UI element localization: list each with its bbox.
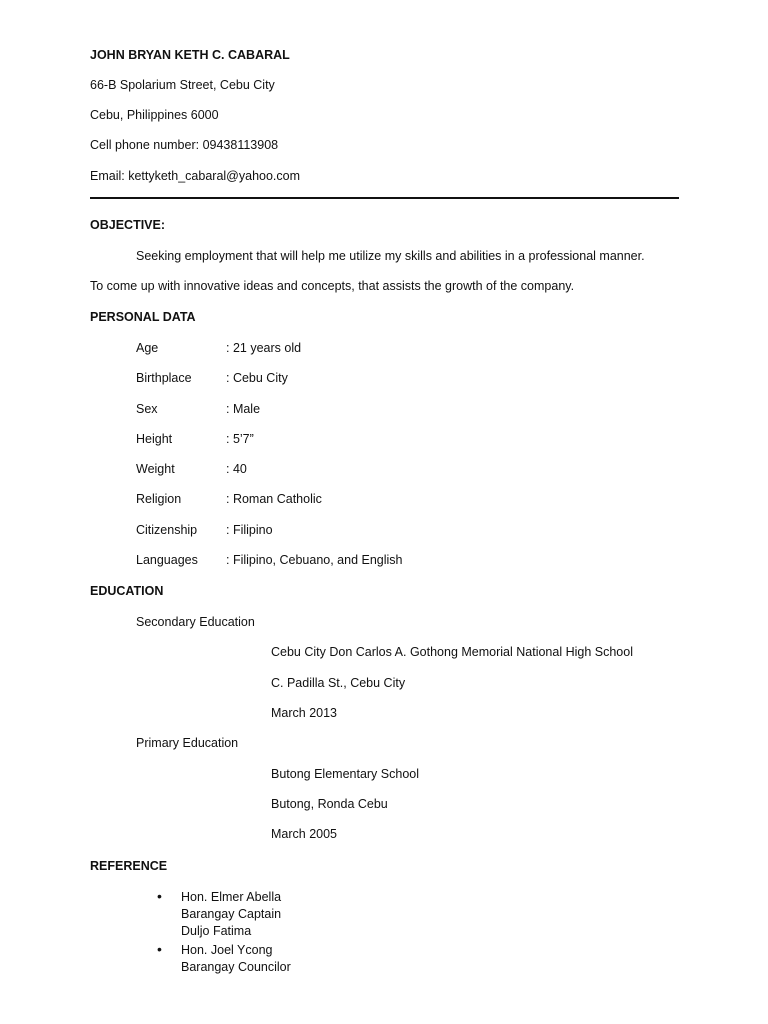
- personal-value-birthplace: : Cebu City: [226, 371, 288, 385]
- reference-place: Duljo Fatima: [181, 924, 252, 938]
- reference-item: [181, 942, 291, 976]
- reference-title: Barangay Captain: [181, 907, 282, 921]
- reference-name: Hon. Elmer Abella: [181, 890, 282, 904]
- personal-label-citizenship: Citizenship: [136, 523, 198, 537]
- objective-line-2: To come up with innovative ideas and concepts, that assists the growth of the company.: [90, 279, 575, 293]
- personal-label-birthplace: Birthplace: [136, 371, 192, 385]
- phone-number: Cell phone number: 09438113908: [90, 138, 279, 152]
- address-line-2: Cebu, Philippines 6000: [90, 108, 219, 122]
- bullet-icon: •: [157, 888, 162, 904]
- primary-school-date: March 2005: [271, 827, 338, 841]
- personal-label-height: Height: [136, 432, 173, 446]
- address-line-1: 66-B Spolarium Street, Cebu City: [90, 78, 275, 92]
- personal-label-languages: Languages: [136, 553, 198, 567]
- personal-label-weight: Weight: [136, 462, 175, 476]
- primary-school-address: Butong, Ronda Cebu: [271, 797, 388, 811]
- personal-value-age: : 21 years old: [226, 341, 302, 355]
- education-heading: EDUCATION: [90, 584, 164, 598]
- personal-value-religion: : Roman Catholic: [226, 492, 322, 506]
- personal-value-height: : 5’7”: [226, 432, 254, 446]
- secondary-school-date: March 2013: [271, 706, 338, 720]
- personal-label-sex: Sex: [136, 402, 158, 416]
- reference-item: [181, 889, 281, 940]
- personal-value-citizenship: : Filipino: [226, 523, 273, 537]
- personal-value-sex: : Male: [226, 402, 261, 416]
- personal-label-age: Age: [136, 341, 159, 355]
- primary-education-label: Primary Education: [136, 736, 239, 750]
- primary-school-name: Butong Elementary School: [271, 767, 420, 781]
- bullet-icon: •: [157, 941, 162, 957]
- personal-value-languages: : Filipino, Cebuano, and English: [226, 553, 403, 567]
- secondary-school-address: C. Padilla St., Cebu City: [271, 676, 406, 690]
- reference-name: Hon. Joel Ycong: [181, 943, 273, 957]
- reference-title: Barangay Councilor: [181, 960, 291, 974]
- objective-heading: OBJECTIVE:: [90, 218, 166, 232]
- personal-value-weight: : 40: [226, 462, 247, 476]
- reference-heading: REFERENCE: [90, 859, 168, 873]
- secondary-education-label: Secondary Education: [136, 615, 255, 629]
- secondary-school-name: Cebu City Don Carlos A. Gothong Memorial National High School: [271, 645, 633, 659]
- personal-label-religion: Religion: [136, 492, 182, 506]
- personal-data-heading: PERSONAL DATA: [90, 310, 196, 324]
- email-address: Email: kettyketh_cabaral@yahoo.com: [90, 169, 301, 183]
- objective-line-1: Seeking employment that will help me utilize my skills and abilities in a professional manner.: [136, 249, 645, 263]
- header-divider: [90, 197, 679, 199]
- applicant-name: JOHN BRYAN KETH C. CABARAL: [90, 48, 290, 62]
